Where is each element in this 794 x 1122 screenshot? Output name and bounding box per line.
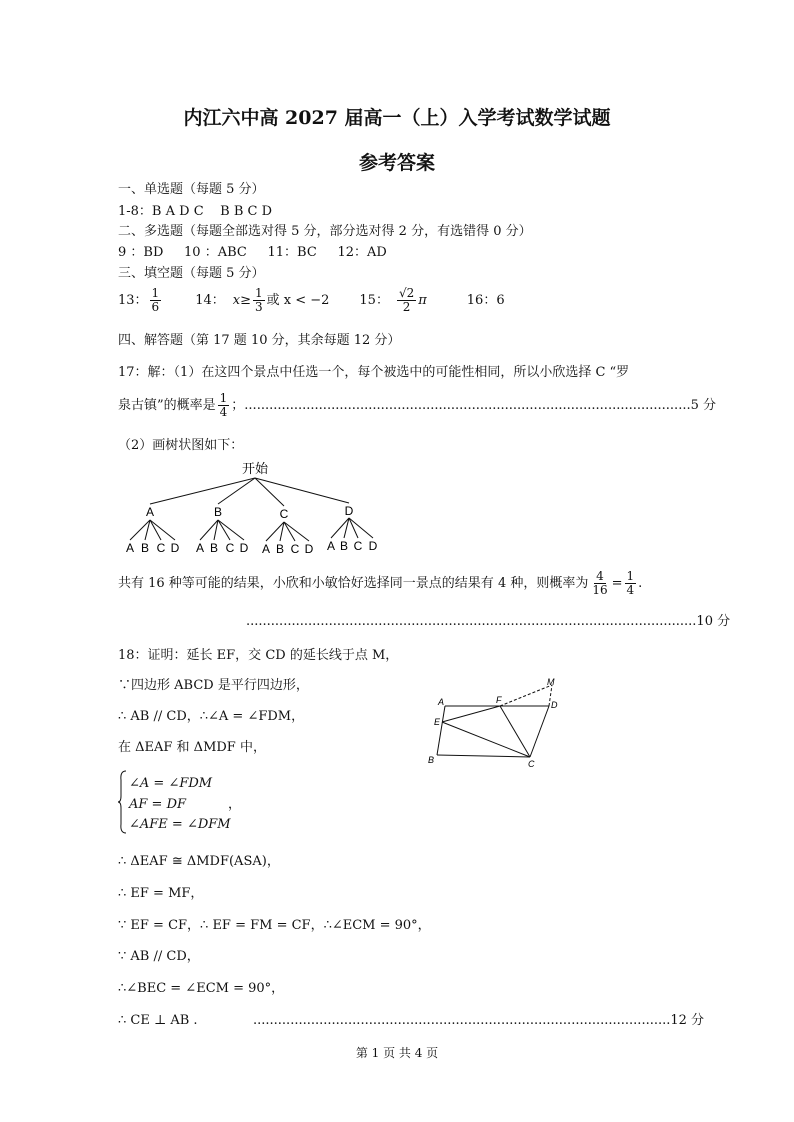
figure-label-f: F: [496, 695, 502, 705]
system-comma: ，: [228, 797, 242, 812]
q18-line-6: ∴ EF = MF，: [118, 886, 204, 901]
system-line-3: ∠AFE = ∠DFM: [129, 817, 231, 832]
page-title: 内江六中高 2027 届高一（上）入学考试数学试题: [183, 107, 611, 129]
page-footer: 第 1 页 共 4 页: [355, 1046, 439, 1060]
tree-leaf: D: [304, 542, 314, 556]
tree-leaf: A: [261, 542, 271, 556]
q17-result-end: .: [638, 576, 643, 591]
parallelogram-figure: [420, 675, 570, 770]
q17-part2: （2）画树状图如下：: [118, 438, 244, 453]
q15-fraction: $\frac{√2}{2}$: [398, 286, 415, 314]
tree-node-c: C: [279, 507, 289, 521]
q18-line-9: ∴∠BEC = ∠ECM = 90°，: [118, 981, 285, 996]
multi-choice-answers: 9 ：BD 10 ：ABC 11：BC 12：AD: [118, 245, 387, 260]
q17-fraction: $\frac{1}{4}$: [219, 391, 228, 419]
tree-leaf: C: [225, 541, 235, 555]
tree-leaf: A: [195, 541, 205, 555]
tree-leaf: C: [290, 542, 300, 556]
system-line-2: AF = DF: [129, 797, 187, 812]
tree-leaf: D: [239, 541, 249, 555]
q17-result-equals: =: [611, 576, 623, 591]
q18-line-1: 18：证明：延长 EF，交 CD 的延长线于点 M，: [118, 648, 399, 663]
q14-label: 14：: [195, 293, 225, 308]
tree-node-a: A: [145, 505, 155, 519]
tree-leaf: B: [209, 541, 219, 555]
tree-leaf: B: [339, 539, 349, 553]
tree-leaf: A: [326, 539, 336, 553]
figure-label-c: C: [528, 759, 535, 769]
figure-label-b: B: [428, 755, 435, 765]
q17-result-fraction-1: $\frac{4}{16}$: [592, 569, 608, 597]
tree-leaf: B: [140, 541, 150, 555]
q18-line-4: 在 ΔEAF 和 ΔMDF 中，: [118, 740, 266, 755]
tree-diagram: [118, 458, 388, 558]
figure-label-a: A: [438, 697, 445, 707]
tree-leaf: D: [368, 539, 378, 553]
tree-node-d: D: [344, 504, 354, 518]
figure-label-m: M: [547, 677, 555, 687]
q14-post: 或 x < −2: [266, 293, 330, 308]
q17-line-2-text: 泉古镇”的概率是: [118, 398, 216, 413]
q15-label: 15：: [359, 293, 389, 308]
q17-line-2: [118, 392, 716, 419]
section-solutions-heading: 四、解答题（第 17 题 10 分，其余每题 12 分）: [118, 333, 401, 348]
tree-leaf: C: [353, 539, 363, 553]
q18-line-5: ∴ ΔEAF ≅ ΔMDF(ASA)，: [118, 854, 280, 869]
section-single-choice-heading: 一、单选题（每题 5 分）: [118, 182, 265, 197]
q17-result: [118, 570, 642, 597]
q13-label: 13：: [118, 293, 148, 308]
system-brace: [117, 770, 127, 834]
q16-answer: 16：6: [466, 293, 505, 308]
q17-result-fraction-2: $\frac{1}{4}$: [626, 569, 635, 597]
q15-post: π: [418, 293, 427, 308]
q13-fraction: $\frac{1}{6}$: [151, 286, 160, 314]
q18-line-2: ∵四边形 ABCD 是平行四边形，: [118, 678, 309, 693]
page-subtitle: 参考答案: [358, 152, 435, 174]
q14-pre: x≥: [232, 293, 251, 308]
q17-score-5: ；............................................................................................................5 分: [231, 398, 716, 413]
single-choice-answers: 1-8：B A D C B B C D: [118, 204, 273, 219]
q14-fraction: $\frac{1}{3}$: [254, 286, 263, 314]
tree-root: 开始: [241, 461, 269, 476]
q18-line-7: ∵ EF = CF，∴ EF = FM = CF，∴∠ECM = 90°，: [118, 918, 431, 933]
q18-line-3: ∴ AB // CD，∴∠A = ∠FDM，: [118, 709, 305, 724]
q17-line-1: 17：解：（1）在这四个景点中任选一个，每个被选中的可能性相同，所以小欣选择 C “罗: [118, 365, 630, 380]
system-line-1: ∠A = ∠FDM: [129, 776, 213, 791]
tree-leaf: C: [156, 541, 166, 555]
q17-result-text: 共有 16 种等可能的结果，小欣和小敏恰好选择同一景点的结果有 4 种，则概率为: [118, 576, 589, 591]
section-multi-choice-heading: 二、多选题（每题全部选对得 5 分，部分选对得 2 分，有选错得 0 分）: [118, 224, 532, 239]
q18-line-10: ∴ CE ⊥ AB .: [118, 1013, 198, 1028]
figure-label-e: E: [434, 717, 441, 727]
section-fill-blank-heading: 三、填空题（每题 5 分）: [118, 266, 265, 281]
q17-score-10: .............................................................................................................10 分: [246, 614, 731, 629]
q18-score-12: .....................................................................................................12 分: [253, 1013, 705, 1028]
tree-leaf: B: [275, 542, 285, 556]
tree-leaf: D: [170, 541, 180, 555]
tree-node-b: B: [213, 505, 223, 519]
q18-line-8: ∵ AB // CD，: [118, 949, 200, 964]
tree-leaf: A: [125, 541, 135, 555]
fill-blank-answers: [118, 287, 505, 314]
figure-label-d: D: [551, 700, 558, 710]
